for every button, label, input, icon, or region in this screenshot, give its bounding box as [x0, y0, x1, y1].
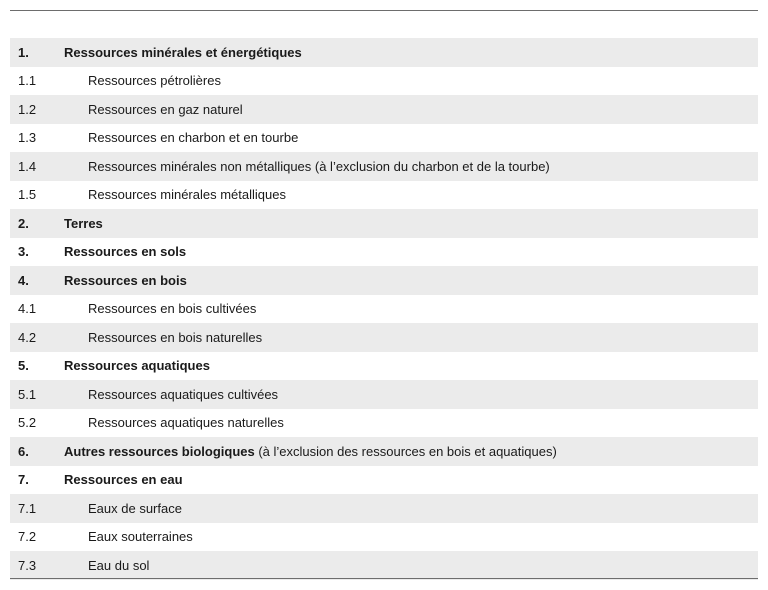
row-label [64, 73, 758, 88]
row-label [64, 444, 758, 459]
row-label-text: Ressources en sols [64, 244, 187, 260]
table-row [10, 409, 758, 438]
row-label-text: Ressources en bois naturelles [88, 329, 263, 345]
row-label-text: Ressources en eau [64, 472, 183, 488]
table-row [10, 152, 758, 181]
table-row [10, 124, 758, 153]
table-row [10, 380, 758, 409]
table-row [10, 551, 758, 580]
table-row [10, 323, 758, 352]
row-label-text: Ressources en gaz naturel [88, 101, 243, 117]
table-row [10, 295, 758, 324]
row-label [64, 358, 758, 373]
row-number: 4.1 [18, 301, 37, 317]
table-row [10, 181, 758, 210]
row-number: 1.1 [18, 73, 37, 89]
table-row [10, 266, 758, 295]
table-row [10, 67, 758, 96]
row-number: 7.3 [18, 557, 37, 573]
row-number: 5.1 [18, 386, 37, 402]
row-label [64, 273, 758, 288]
table-row [10, 209, 758, 238]
row-label-text: Terres [64, 215, 103, 231]
row-label [64, 415, 758, 430]
row-label-text: Ressources en bois [64, 272, 187, 288]
table-row [10, 352, 758, 381]
table-row [10, 523, 758, 552]
row-label-text: Eau du sol [88, 557, 150, 573]
row-number: 1.3 [18, 130, 37, 146]
row-label [64, 216, 758, 231]
row-label [64, 45, 758, 60]
row-number: 7.2 [18, 529, 37, 545]
row-label-text: Eaux de surface [88, 500, 182, 516]
row-label-text: Ressources minérales métalliques [88, 187, 286, 203]
row-number: 2. [18, 215, 29, 231]
row-label [64, 472, 758, 487]
row-number: 6. [18, 443, 29, 459]
row-number: 7. [18, 472, 29, 488]
row-label [64, 558, 758, 573]
row-label-text: Ressources aquatiques cultivées [88, 386, 279, 402]
row-label [64, 330, 758, 345]
table-bottom-rule [10, 578, 758, 579]
row-number: 1.2 [18, 101, 37, 117]
table-row [10, 437, 758, 466]
row-label [64, 387, 758, 402]
row-label [64, 159, 758, 174]
row-number: 4. [18, 272, 29, 288]
table-row [10, 238, 758, 267]
table-row [10, 466, 758, 495]
row-label-text: Eaux souterraines [88, 529, 193, 545]
row-number: 1. [18, 44, 29, 60]
row-label-text: Ressources minérales non métalliques (à l’exclusion du charbon et de la tourbe) [88, 158, 550, 174]
resource-classification-table [10, 38, 758, 580]
row-label-note: (à l’exclusion des ressources en bois et aquatiques) [254, 443, 557, 459]
row-number: 5. [18, 358, 29, 374]
row-label [64, 501, 758, 516]
row-label [64, 244, 758, 259]
row-label-text: Ressources aquatiques naturelles [88, 415, 284, 431]
row-number: 3. [18, 244, 29, 260]
row-number: 5.2 [18, 415, 37, 431]
table-row [10, 95, 758, 124]
row-label [64, 102, 758, 117]
row-number: 7.1 [18, 500, 37, 516]
row-label-text: Ressources pétrolières [88, 73, 221, 89]
row-number: 1.5 [18, 187, 37, 203]
table-top-rule [10, 10, 758, 11]
row-label-text: Ressources en charbon et en tourbe [88, 130, 299, 146]
row-label [64, 130, 758, 145]
row-number: 4.2 [18, 329, 37, 345]
row-label-text: Autres ressources biologiques [64, 443, 255, 459]
row-label [64, 301, 758, 316]
table-row [10, 38, 758, 67]
row-label [64, 529, 758, 544]
row-label-text: Ressources aquatiques [64, 358, 210, 374]
row-label [64, 187, 758, 202]
row-label-text: Ressources minérales et énergétiques [64, 44, 302, 60]
row-number: 1.4 [18, 158, 37, 174]
table-row [10, 494, 758, 523]
row-label-text: Ressources en bois cultivées [88, 301, 257, 317]
